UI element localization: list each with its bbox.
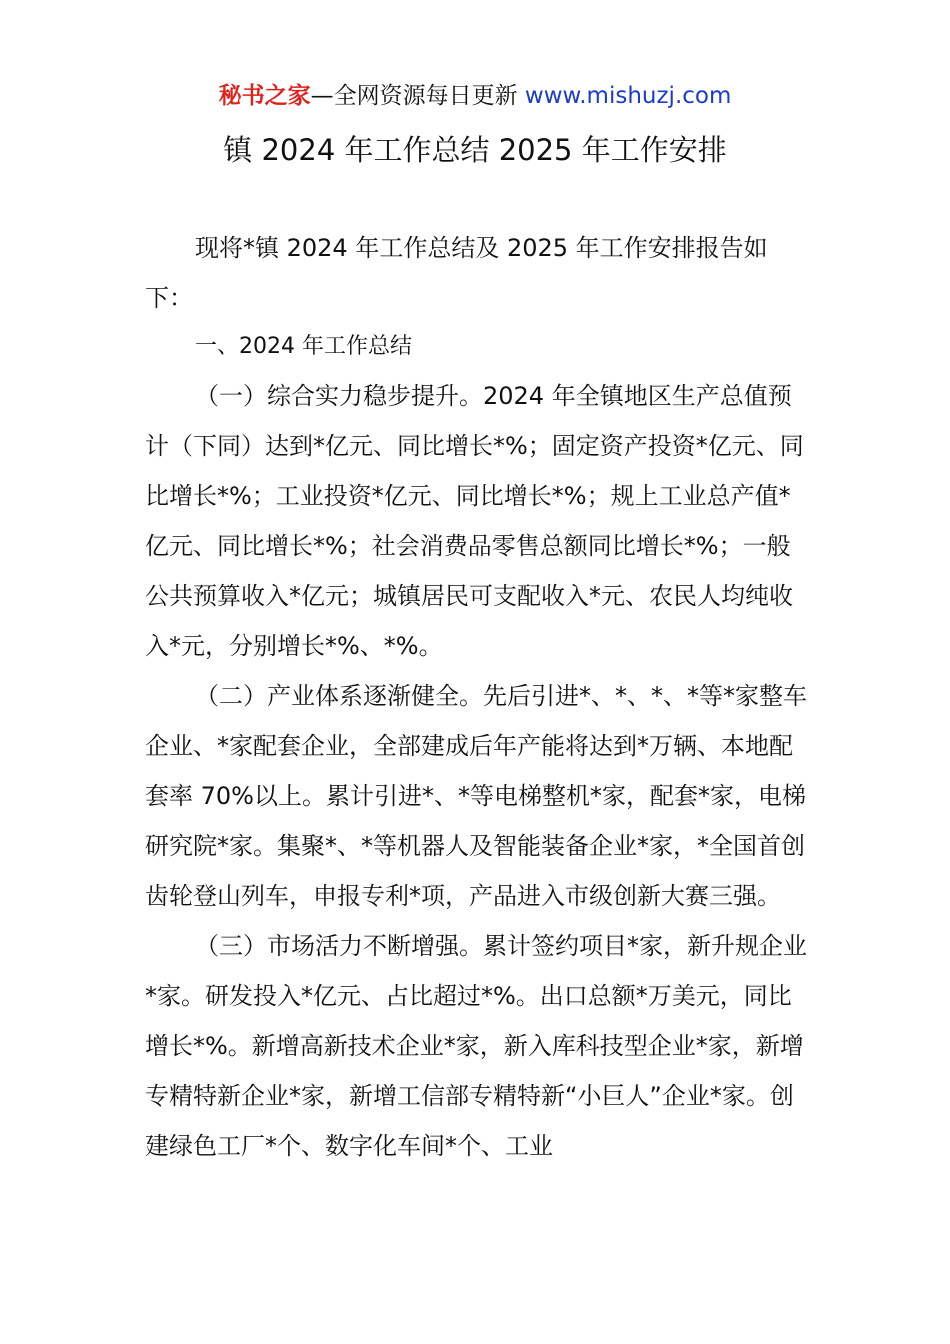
site-brand: 秘书之家 (218, 83, 311, 109)
site-tagline: —全网资源每日更新 (310, 83, 518, 109)
intro-paragraph: 现将*镇 2024 年工作总结及 2025 年工作安排报告如下： (145, 234, 768, 312)
body-paragraph: （一）综合实力稳步提升。2024 年全镇地区生产总值预计（下同）达到*亿元、同比增长*%；固定资产投资*亿元、同比增长*%；工业投资*亿元、同比增长*%；规上工业总产值*亿元、同比增长*%；社会消费品零售总额同比增长*%；一般公共预算收入*亿元；城镇居民可支配收入*元、农民人均纯收入*元，分别增长*%、*%。 (145, 382, 804, 660)
site-header (0, 78, 950, 114)
section-heading: 一、2024 年工作总结 (195, 334, 412, 359)
document-title: 镇 2024 年工作总结 2025 年工作安排 (223, 133, 727, 167)
document-body (145, 223, 807, 1171)
body-paragraph: （三）市场活力不断增强。累计签约项目*家，新升规企业*家。研发投入*亿元、占比超过*%。出口总额*万美元，同比增长*%。新增高新技术企业*家，新入库科技型企业*家，新增专精特新企业*家，新增工信部专精特新“小巨人”企业*家。创建绿色工厂*个、数字化车间*个、工业 (145, 932, 807, 1160)
site-url-link[interactable]: www.mishuzj.com (524, 83, 732, 109)
body-paragraph: （二）产业体系逐渐健全。先后引进*、*、*、*等*家整车企业、*家配套企业，全部建成后年产能将达到*万辆、本地配套率 70%以上。累计引进*、*等电梯整机*家，配套*家，电梯研究院*家。集聚*、*等机器人及智能装备企业*家，*全国首创齿轮登山列车，申报专利*项，产品进入市级创新大赛三强。 (145, 682, 807, 910)
